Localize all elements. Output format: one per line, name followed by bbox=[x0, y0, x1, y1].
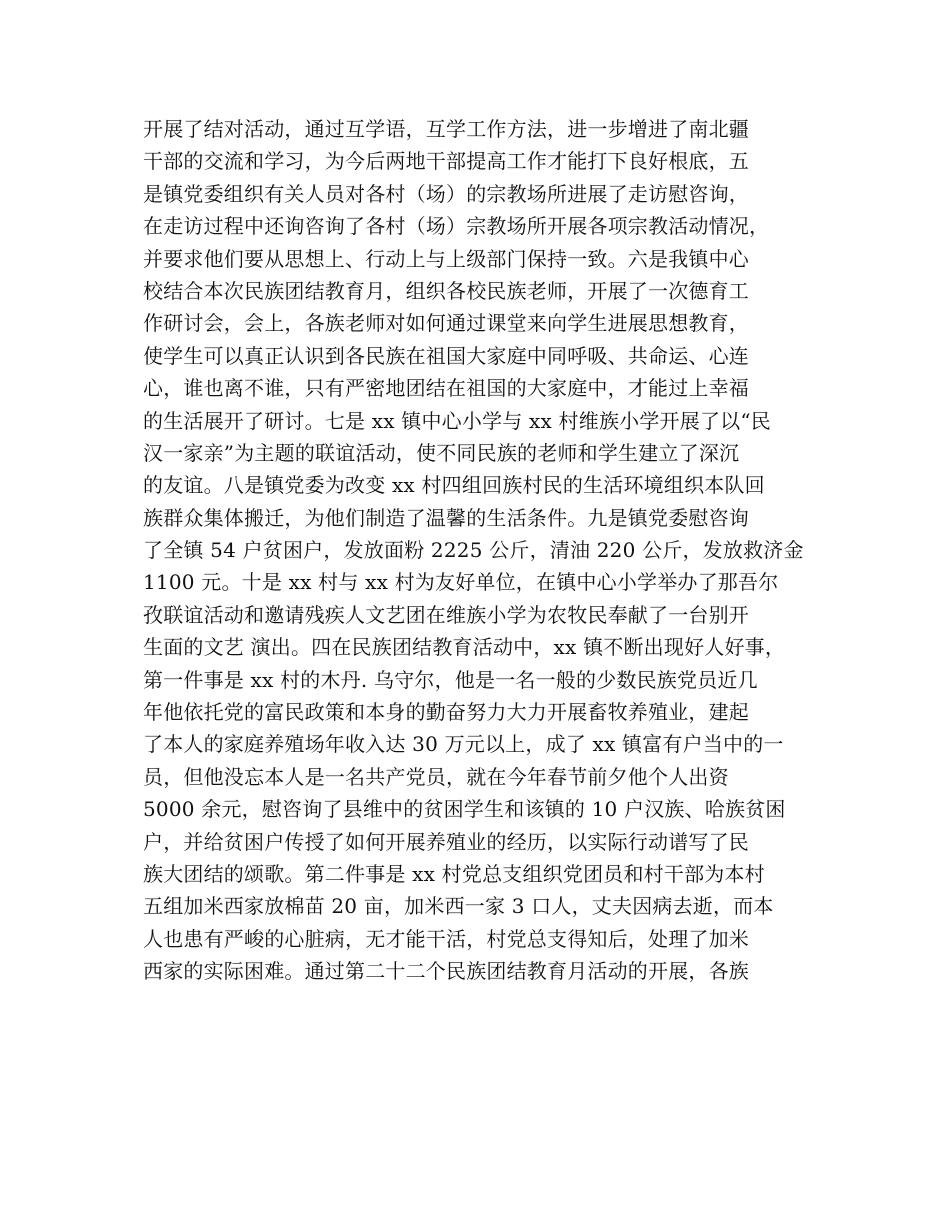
text-line: 西家的实际困难。通过第二十二个民族团结教育月活动的开展，各族 bbox=[143, 959, 749, 984]
text-line: 生面的文艺 演出。四在民族团结教育活动中，xx 镇不断出现好人好事， bbox=[143, 635, 786, 660]
text-line: 人也患有严峻的心脏病，无才能干活，村党总支得知后，处理了加米 bbox=[143, 926, 749, 951]
text-line: 孜联谊活动和邀请残疾人文艺团在维族小学为农牧民奉献了一台别开 bbox=[143, 602, 749, 627]
text-line: 的友谊。八是镇党委为改变 xx 村四组回族村民的生活环境组织本队回 bbox=[143, 473, 765, 498]
text-line: 员，但他没忘本人是一名共产党员，就在今年春节前夕他个人出资 bbox=[143, 764, 729, 789]
text-line: 的生活展开了研讨。七是 xx 镇中心小学与 xx 村维族小学开展了以“民 bbox=[143, 408, 771, 433]
text-line: 户，并给贫困户传授了如何开展养殖业的经历，以实际行动谱写了民 bbox=[143, 829, 749, 854]
text-line: 汉一家亲”为主题的联谊活动，使不同民族的老师和学生建立了深沉 bbox=[143, 440, 740, 465]
body-text bbox=[143, 113, 823, 988]
text-line: 族大团结的颂歌。第二件事是 xx 村党总支组织党团员和村干部为本村 bbox=[143, 861, 765, 886]
text-line: 5000 余元，慰咨询了县维中的贫困学生和该镇的 10 户汉族、哈族贫困 bbox=[143, 797, 786, 822]
text-line: 开展了结对活动，通过互学语，互学工作方法，进一步增进了南北疆 bbox=[143, 117, 749, 141]
text-line: 1100 元。十是 xx 村与 xx 村为友好单位，在镇中心小学举办了那吾尔 bbox=[143, 570, 779, 595]
text-line: 了全镇 54 户贫困户，发放面粉 2225 公斤，清油 220 公斤，发放救济金 bbox=[143, 538, 804, 563]
text-line: 校结合本次民族团结教育月，组织各校民族老师，开展了一次德育工 bbox=[143, 278, 749, 303]
text-line: 五组加米西家放棉苗 20 亩，加米西一家 3 口人，丈夫因病去逝，而本 bbox=[143, 894, 774, 919]
text-line: 族群众集体搬迁，为他们制造了温馨的生活条件。九是镇党委慰咨询 bbox=[143, 505, 749, 530]
text-line: 在走访过程中还询咨询了各村（场）宗教场所开展各项宗教活动情况， bbox=[143, 214, 770, 239]
text-line: 了本人的家庭养殖场年收入达 30 万元以上，成了 xx 镇富有户当中的一 bbox=[143, 732, 784, 757]
text-line: 年他依托党的富民政策和本身的勤奋努力大力开展畜牧养殖业，建起 bbox=[143, 700, 749, 725]
text-line: 干部的交流和学习，为今后两地干部提高工作才能打下良好根底，五 bbox=[143, 149, 749, 174]
text-line: 并要求他们要从思想上、行动上与上级部门保持一致。六是我镇中心 bbox=[143, 246, 749, 271]
text-line: 作研讨会，会上，各族老师对如何通过课堂来向学生进展思想教育， bbox=[143, 311, 749, 336]
text-line: 是镇党委组织有关人员对各村（场）的宗教场所进展了走访慰咨询， bbox=[143, 181, 749, 206]
text-line: 第一件事是 xx 村的木丹. 乌守尔，他是一名一般的少数民族党员近几 bbox=[143, 667, 758, 692]
text-line: 使学生可以真正认识到各民族在祖国大家庭中同呼吸、共命运、心连 bbox=[143, 343, 749, 368]
text-line: 心，谁也离不谁，只有严密地团结在祖国的大家庭中，才能过上幸福 bbox=[143, 376, 749, 401]
